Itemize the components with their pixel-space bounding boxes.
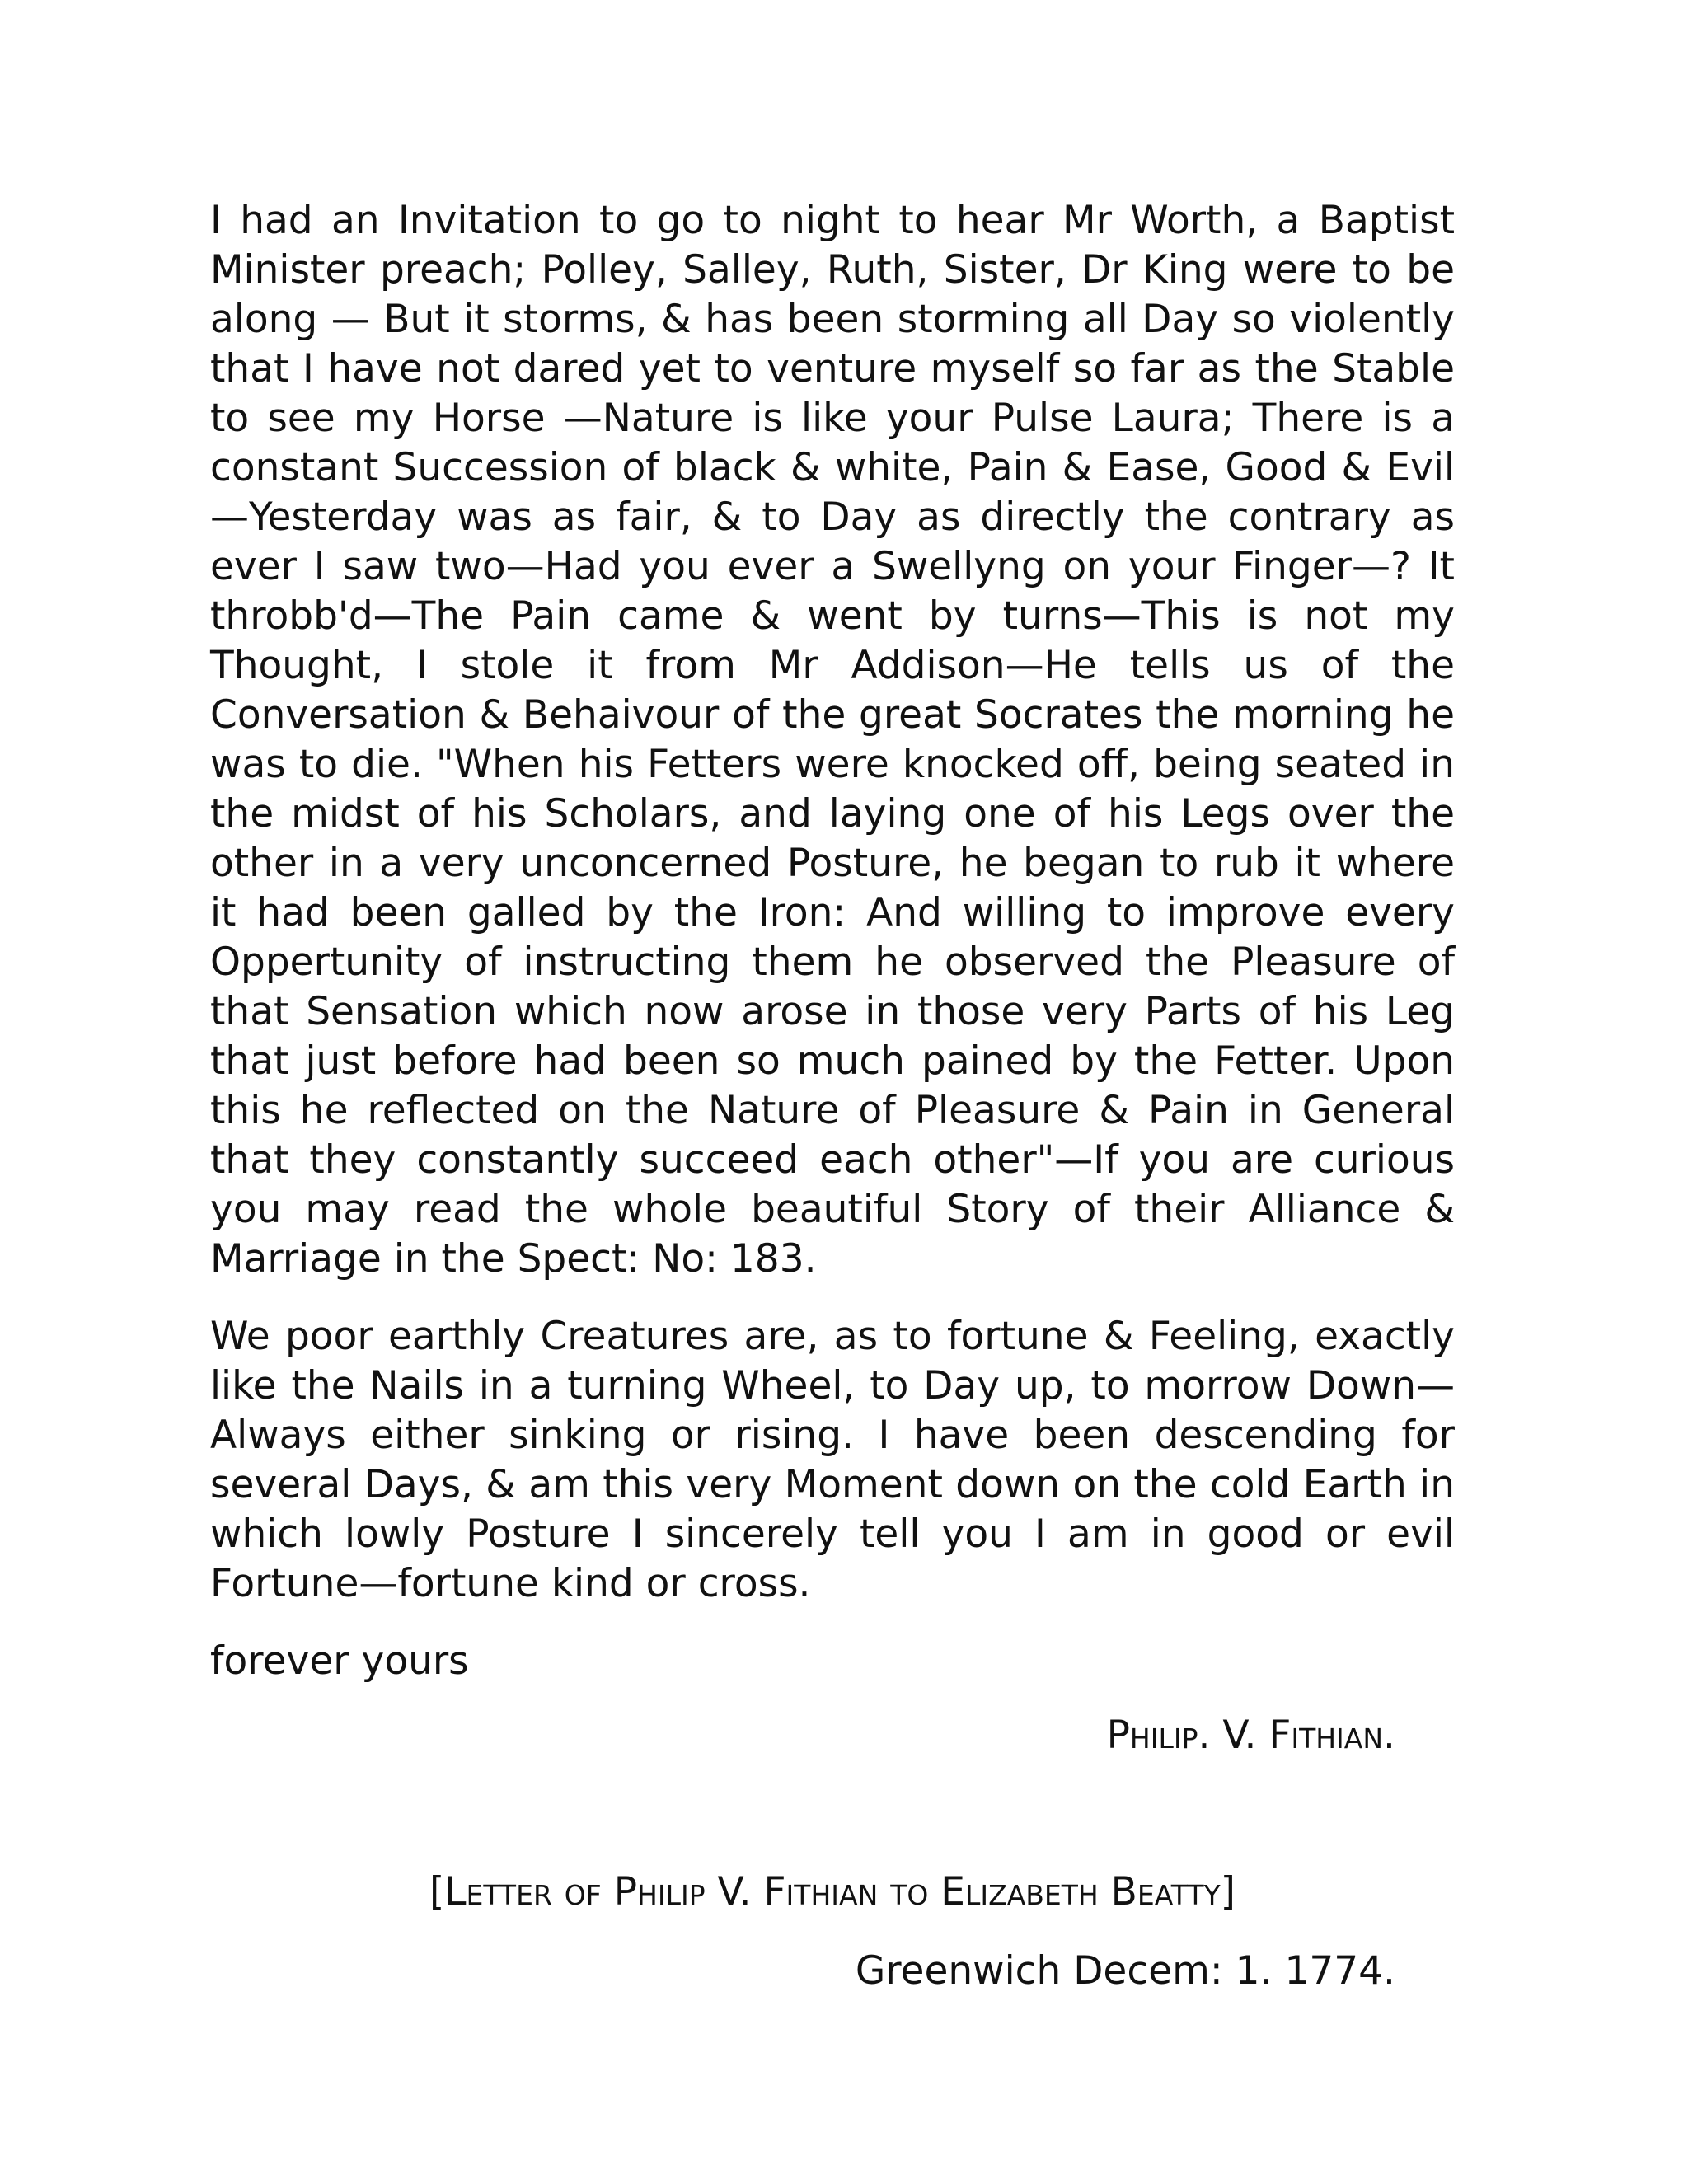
next-letter-dateline: Greenwich Decem: 1. 1774. [855,1948,1395,1994]
letter-paragraph-2: We poor earthly Creatures are, as to fortune & Feeling, exactly like the Nails in a turning Wheel, to Day up, to morrow Down—Always either sinking or rising. I have been descending for several Days, & am this very Moment down on the cold Earth in which lowly Posture I sincerely tell you I am in good or evil Fortune—fortune kind or cross. [210,1314,1455,1606]
next-letter-heading: [Letter of Philip V. Fithian to Elizabeth Beatty] [429,1869,1236,1915]
document-page [210,196,1455,1996]
letter-signature: Philip. V. Fithian. [1106,1713,1395,1758]
letter-closing: forever yours [210,1638,469,1684]
letter-paragraph-1: I had an Invitation to go to night to hear Mr Worth, a Baptist Minister preach; Polley, Salley, Ruth, Sister, Dr King were to be along — But it storms, & has been storming all Day so violently that I have not dared yet to venture myself so far as the Stable to see my Horse —Nature is like your Pulse Laura; There is a constant Succession of black & white, Pain & Ease, Good & Evil—Yesterday was as fair, & to Day as directly the contrary as ever I saw two—Had you ever a Swellyng on your Finger—? It throbb'd—The Pain came & went by turns—This is not my Thought, I stole it from Mr Addison—He tells us of the Conversation & Behaivour of the great Socrates the morning he was to die. "When his Fetters were knocked off, being seated in the midst of his Scholars, and laying one of his Legs over the other in a very unconcerned Posture, he began to rub it where it had been galled by the Iron: And willing to improve every Oppertunity of instructing them he observed the Pleasure of that Sensation which now arose in those very Parts of his Leg that just before had been so much pained by the Fetter. Upon this he reflected on the Nature of Pleasure & Pain in General that they constantly succeed each other"—If you are curious you may read the whole beautiful Story of their Alliance & Marriage in the Spect: No: 183. [210,198,1455,1282]
